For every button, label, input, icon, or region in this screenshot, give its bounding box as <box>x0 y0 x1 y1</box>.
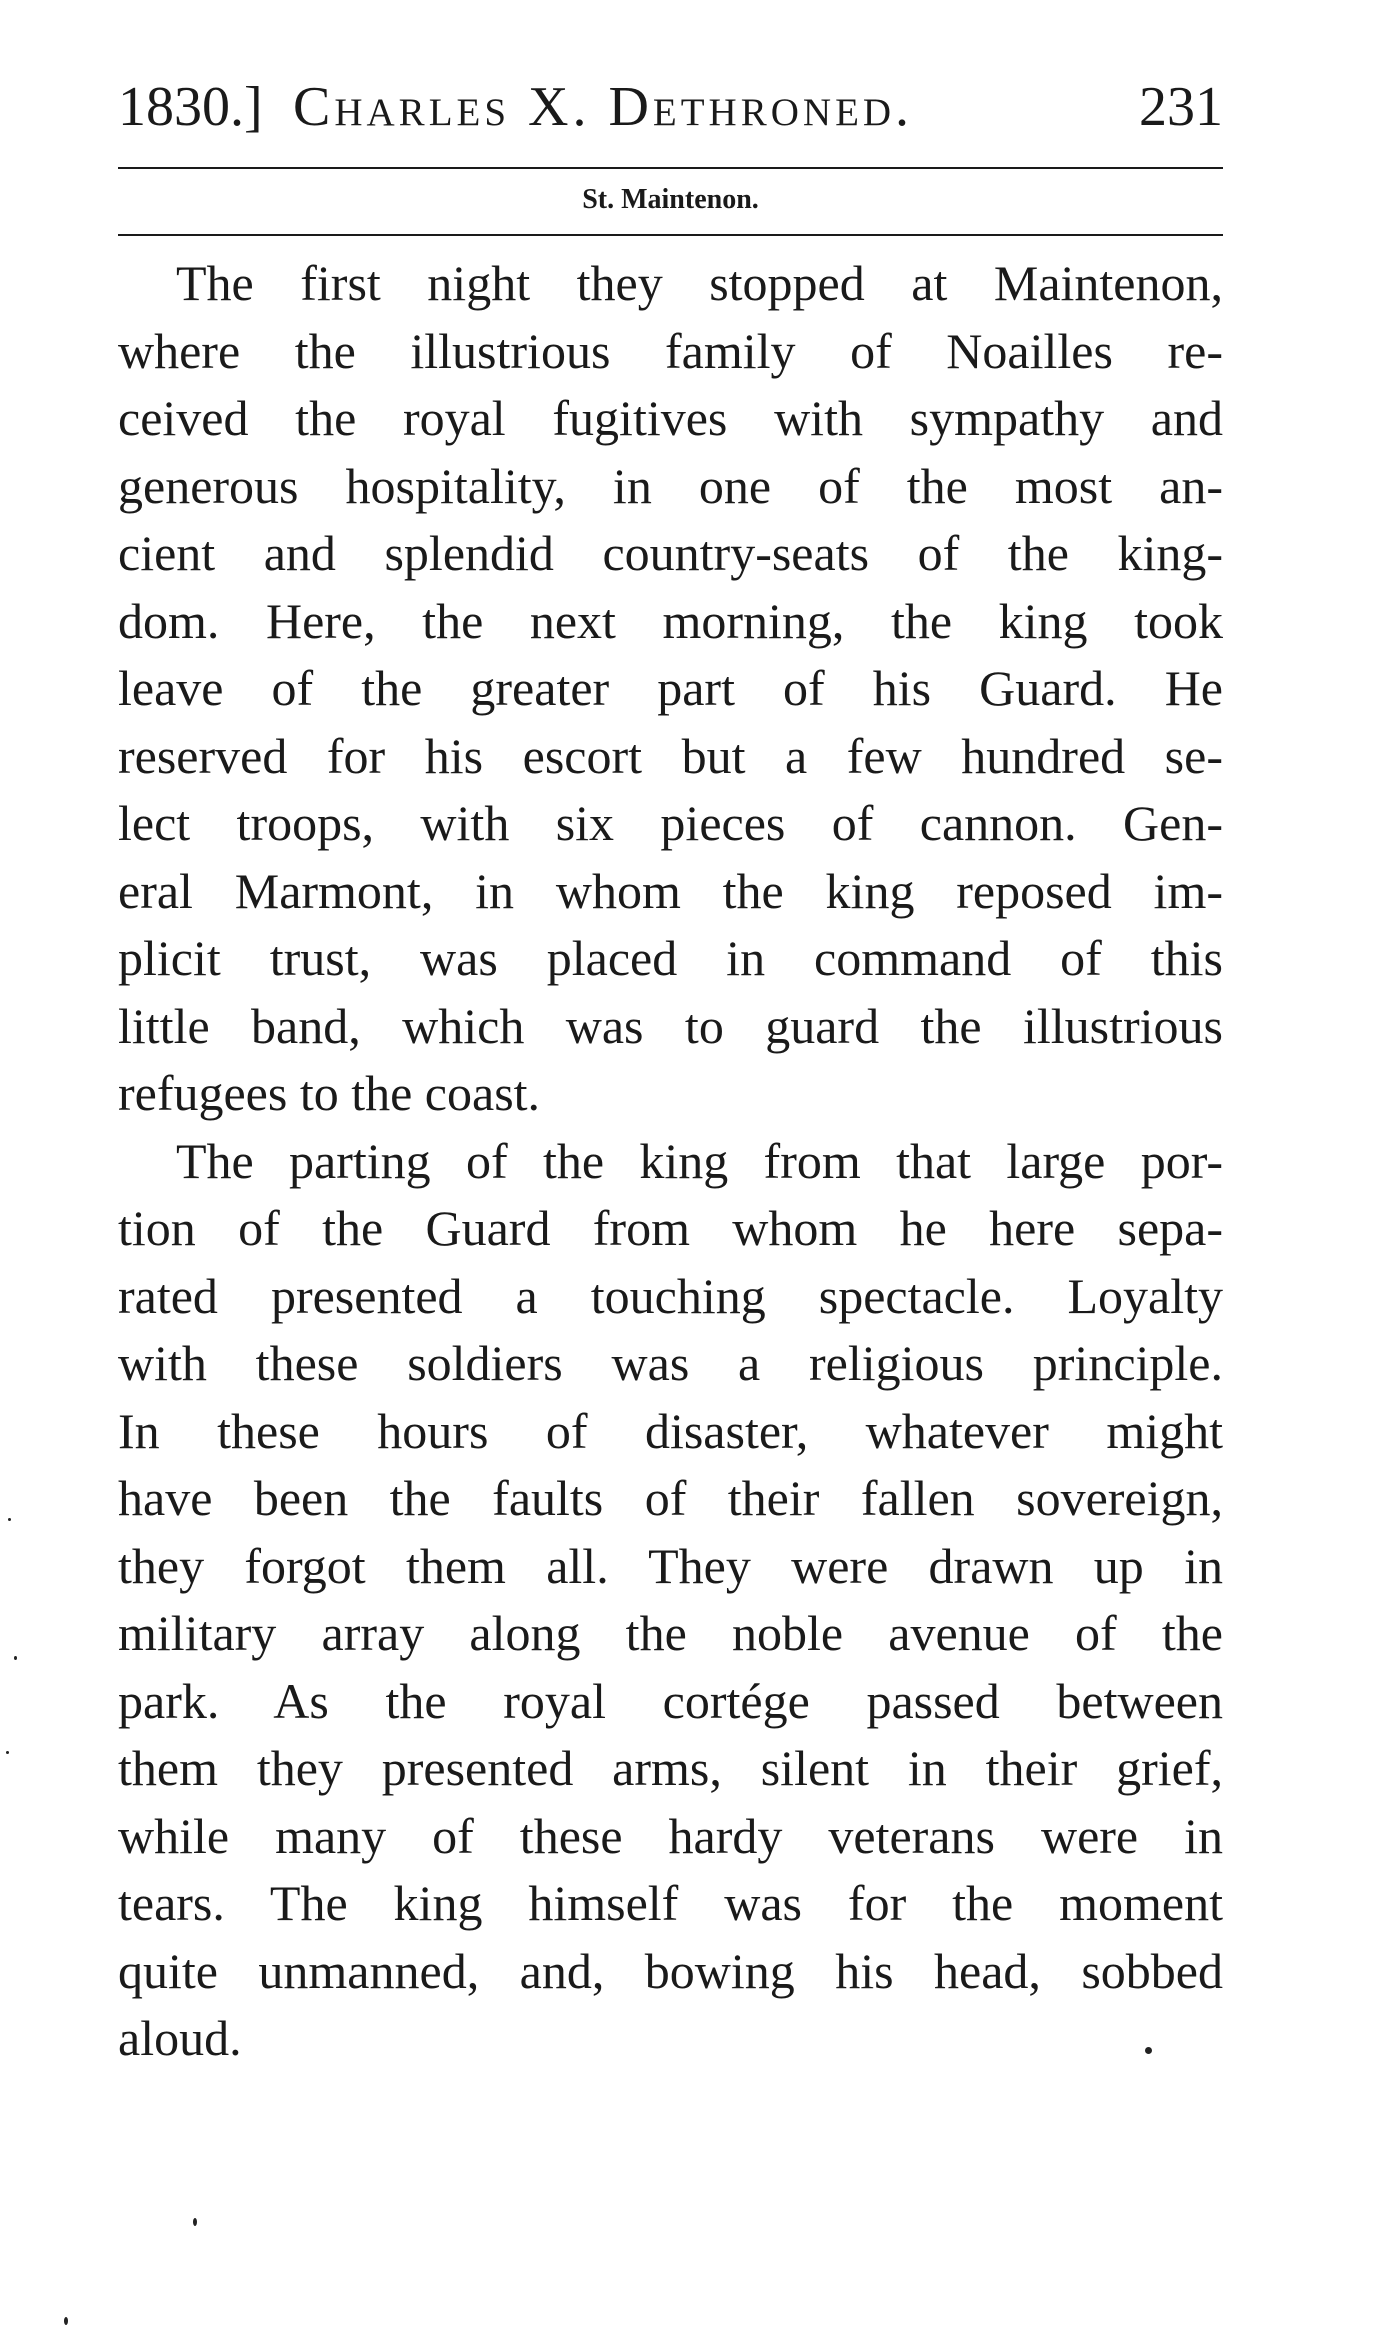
header-rule-top <box>118 167 1223 169</box>
text-line: have been the faults of their fallen sovereign, <box>118 1470 1223 1526</box>
text-line: plicit trust, was placed in command of this <box>118 930 1223 986</box>
text-line: lect troops, with six pieces of cannon. Gen- <box>118 795 1223 851</box>
text-line: aloud. <box>118 2010 242 2066</box>
text-line: generous hospitality, in one of the most an- <box>118 457 1223 514</box>
scan-speck <box>8 1518 11 1521</box>
text-line: military array along the noble avenue of the <box>118 1605 1223 1661</box>
text-line: while many of these hardy veterans were in <box>118 1807 1223 1864</box>
scan-speck <box>14 1656 17 1660</box>
text-line: they forgot them all. They were drawn up in <box>118 1537 1223 1594</box>
text-line: cient and splendid country-seats of the king- <box>118 525 1223 581</box>
text-line: The first night they stopped at Maintenon, <box>176 255 1223 311</box>
text-line: dom. Here, the next morning, the king took <box>118 592 1223 649</box>
text-line: rated presented a touching spectacle. Loyalty <box>118 1267 1223 1324</box>
text-line: refugees to the coast. <box>118 1065 541 1121</box>
text-line: where the illustrious family of Noailles re- <box>118 322 1223 379</box>
running-head-year: 1830.] <box>118 76 263 138</box>
scan-speck <box>193 2218 197 2226</box>
text-line: ceived the royal fugitives with sympathy and <box>118 390 1223 446</box>
text-line: The parting of the king from that large por- <box>176 1132 1223 1189</box>
body-text <box>118 250 1223 2073</box>
text-line: them they presented arms, silent in their grief, <box>118 1740 1223 1796</box>
scan-speck <box>1145 2047 1152 2054</box>
text-line: In these hours of disaster, whatever might <box>118 1402 1223 1459</box>
book-page <box>118 0 1223 2337</box>
text-line: eral Marmont, in whom the king reposed im- <box>118 862 1223 919</box>
page-number: 231 <box>1139 76 1223 138</box>
text-line: tion of the Guard from whom he here sepa- <box>118 1200 1223 1256</box>
text-line: leave of the greater part of his Guard. He <box>118 660 1223 716</box>
running-head <box>118 72 1223 142</box>
text-line: little band, which was to guard the illustrious <box>118 997 1223 1054</box>
section-subhead: St. Maintenon. <box>582 184 759 215</box>
scan-speck <box>64 2317 68 2325</box>
text-line: park. As the royal cortége passed between <box>118 1672 1223 1729</box>
running-head-title: Charles X. Dethroned. <box>293 76 914 138</box>
text-line: reserved for his escort but a few hundred se- <box>118 727 1223 784</box>
text-line: with these soldiers was a religious principle. <box>118 1335 1223 1391</box>
scan-speck <box>6 1751 9 1754</box>
text-line: quite unmanned, and, bowing his head, sobbed <box>118 1942 1223 1999</box>
text-line: tears. The king himself was for the moment <box>118 1875 1223 1931</box>
header-rule-bottom <box>118 234 1223 236</box>
